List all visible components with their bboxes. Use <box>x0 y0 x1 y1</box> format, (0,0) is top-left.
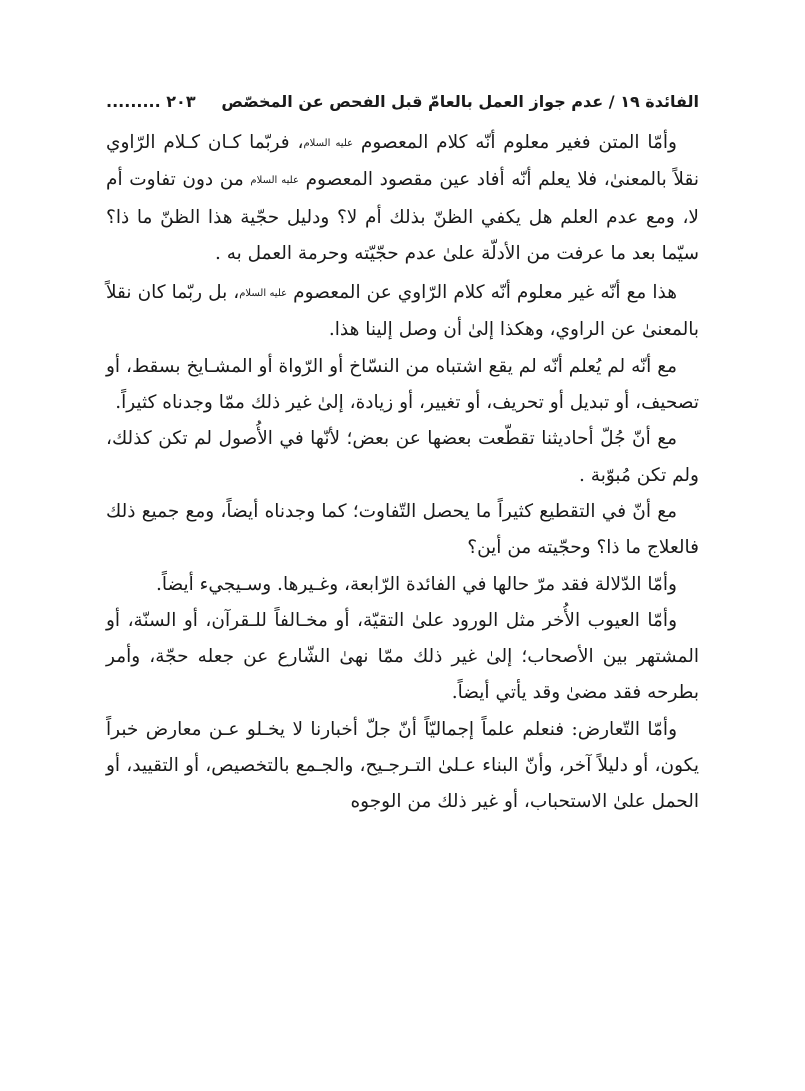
leader-dots: ......... <box>106 91 161 111</box>
paragraph-6 <box>106 567 699 603</box>
paragraph-7 <box>106 603 699 712</box>
body-text <box>106 125 699 821</box>
honorific-run: عليه السلام <box>239 288 288 300</box>
text-run: وأمّا الدّلالة فقد مرّ حالها في الفائدة الرّابعة، وغـيرها. وسـيجيء أيضاً. <box>155 573 677 595</box>
text-run: مع أنّ جُلّ أحاديثنا تقطّعت بعضها عن بعض؛ لأنّها في الأُصول لم تكن كذلك، ولم تكن مُبوّبة . <box>106 428 699 486</box>
running-head <box>106 88 699 114</box>
paragraph-8 <box>106 712 699 821</box>
page-number-group <box>106 92 196 111</box>
text-run: وأمّا التّعارض: فنعلم علماً إجماليّاً أنّ جلّ أخبارنا لا يخـلو عـن معارض خبراً يكون، أو دليلاً آخر، وأنّ البناء عـلىٰ التـرجـيح، والجـمع بالتخصيص، أو التقييد، أو الحمل علىٰ الاستحباب، أو غير ذلك من الوجوه <box>106 718 699 813</box>
paragraph-2 <box>106 275 699 349</box>
text-run: هذا مع أنّه غير معلوم أنّه كلام الرّاوي عن المعصوم <box>287 282 677 304</box>
text-run: مع أنّ في التقطيع كثيراً ما يحصل التّفاوت؛ كما وجدناه أيضاً، ومع جميع ذلك فالعلاج ما ذا؟ وحجّيته من أين؟ <box>106 500 699 559</box>
text-run: ، فربّما كـان كـلام الرّاوي نقلاً بالمعنىٰ، فلا يعلم أنّه أفاد عين مقصود المعصوم <box>106 132 699 191</box>
chapter-title: الفائدة ١٩ / عدم جواز العمل بالعامّ قبل الفحص عن المخصّص <box>221 91 699 111</box>
paragraph-1 <box>106 125 699 272</box>
text-run: وأمّا العيوب الأُخر مثل الورود علىٰ التقيّة، أو مخـالفاً للـقرآن، أو السنّة، أو المشتهر بين الأصحاب؛ إلىٰ غير ذلك ممّا نهىٰ الشّارع عن جعله حجّة، وأمر بطرحه فقد مضىٰ وقد يأتي أيضاً. <box>106 609 699 704</box>
paragraph-4 <box>106 421 699 494</box>
paragraph-5 <box>106 494 699 567</box>
text-run: من دون تفاوت أم لا، ومع عدم العلم هل يكفي الظنّ بذلك أم لا؟ ودليل حجّية هذا الظنّ ما ذا؟ سيّما بعد ما عرفت من الأدلّة علىٰ عدم حجّيّته وحرمة العمل به . <box>106 169 699 264</box>
page-number: ٢٠٣ <box>166 91 196 111</box>
text-run: ، بل ربّما كان نقلاً بالمعنىٰ عن الراوي، وهكذا إلىٰ أن وصل إلينا هذا. <box>106 282 699 341</box>
paragraph-3 <box>106 349 699 422</box>
honorific-run: عليه السلام <box>250 175 299 187</box>
text-run: وأمّا المتن فغير معلوم أنّه كلام المعصوم <box>353 132 677 153</box>
honorific-run: عليه السلام <box>303 138 354 149</box>
text-run: مع أنّه لم يُعلم أنّه لم يقع اشتباه من النسّاخ أو الرّواة أو المشـايخ بسقط، أو تصحيف، أو تبديل أو تحريف، أو تغيير، أو زيادة، إلىٰ غير ذلك ممّا وجدناه كثيراً. <box>106 355 699 414</box>
